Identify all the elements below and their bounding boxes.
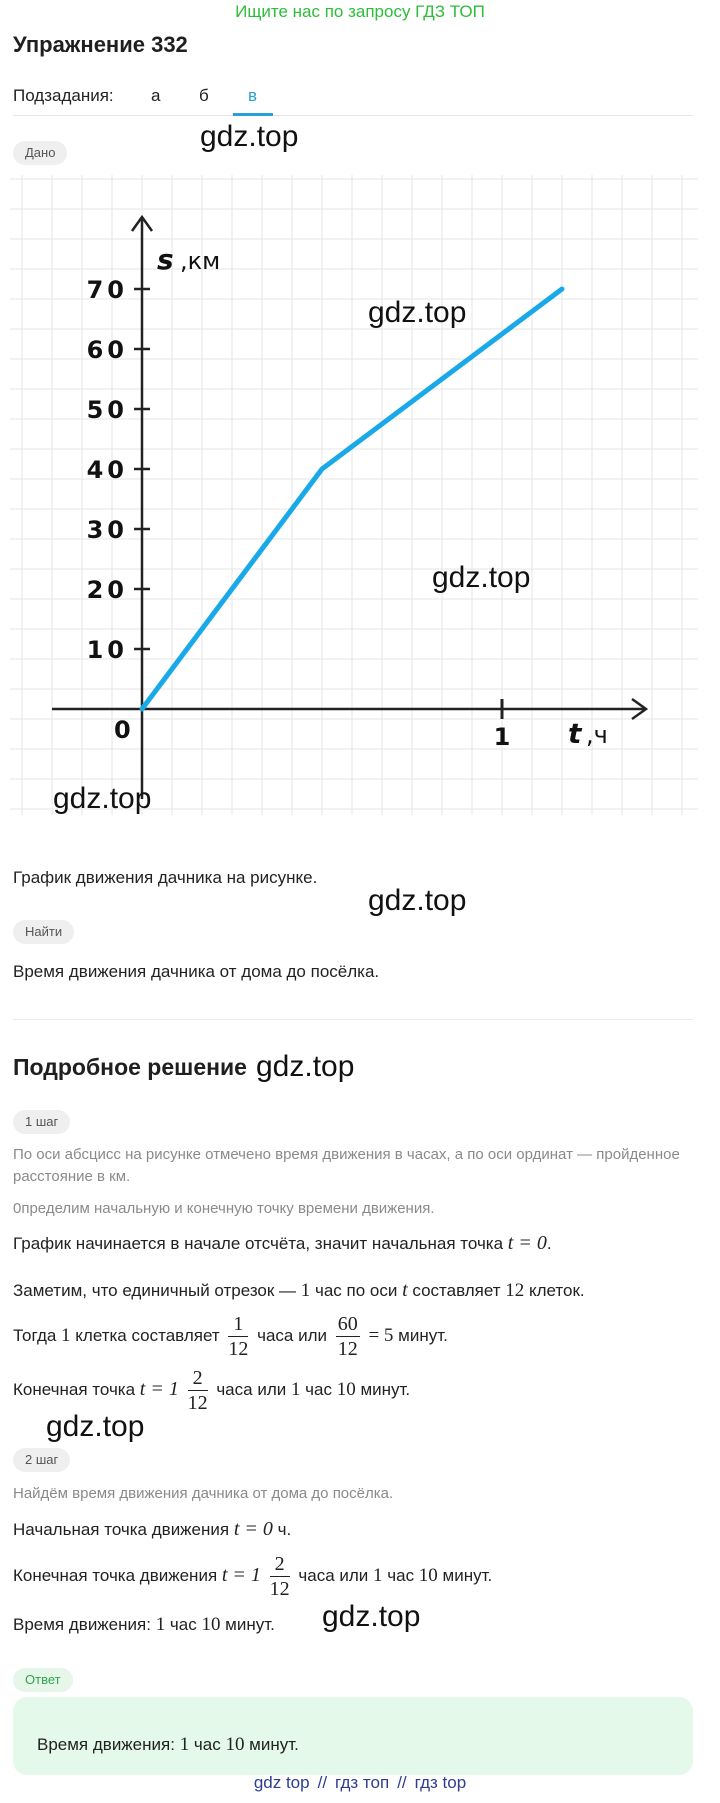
- y-axis-label: s: [157, 243, 174, 276]
- text-span: .: [546, 1234, 552, 1253]
- text-span: составляет: [407, 1281, 506, 1300]
- subtask-tab-a[interactable]: а: [151, 86, 161, 105]
- math-t-equals-0: t = 0: [507, 1232, 547, 1254]
- step1-line-start: [13, 1232, 552, 1255]
- origin-label: 0: [114, 716, 131, 744]
- text-span: Начальная точка движения: [13, 1520, 234, 1539]
- math-t: t: [402, 1279, 408, 1301]
- footer-separator: //: [397, 1773, 407, 1792]
- step1-note-axes: По оси абсцисс на рисунке отмечено время движения в часах, а по оси ординат — пройденное расстояние в км.: [13, 1146, 680, 1185]
- fraction-2-12: $\frac{2}{12}$: [269, 1553, 290, 1600]
- chart-axes: [52, 217, 646, 799]
- watermark: gdz.top: [432, 561, 531, 594]
- fraction-1-12: $\frac{1}{12}$: [228, 1313, 249, 1360]
- step2-line-start: [13, 1518, 291, 1541]
- math-number: 1: [155, 1614, 166, 1635]
- text-span: клетка составляет: [70, 1325, 220, 1345]
- text-span: График начинается в начале отсчёта, значит начальная точка: [13, 1234, 508, 1253]
- text-span: минут.: [437, 1565, 493, 1585]
- find-chip: Найти: [13, 920, 74, 944]
- footer-link[interactable]: гдз top: [414, 1773, 467, 1792]
- active-subtask-indicator: [233, 113, 273, 116]
- answer-text: [37, 1734, 299, 1756]
- math-number: 10: [418, 1564, 438, 1586]
- math-t-equals-0: t = 0: [233, 1518, 273, 1540]
- subtasks-label: Подзадания:: [13, 86, 114, 105]
- distance-time-chart: [0, 170, 720, 820]
- watermark: gdz.top: [368, 296, 467, 329]
- find-text: Время движения дачника от дома до посёлка.: [13, 962, 380, 981]
- top-banner: Ищите нас по запросу ГДЗ ТОП: [235, 2, 485, 21]
- watermark: gdz.top: [256, 1050, 355, 1083]
- text-span: клеток.: [524, 1281, 585, 1300]
- step2-chip: 2 шаг: [13, 1448, 70, 1472]
- y-tick-label: 40: [86, 456, 128, 484]
- y-tick-label: 70: [86, 276, 128, 304]
- section-divider: [13, 1019, 693, 1020]
- text-span: часа или: [257, 1325, 327, 1345]
- step2-line-end: [13, 1552, 492, 1601]
- text-span: часа или: [216, 1379, 291, 1399]
- text-span: Время движения:: [13, 1615, 156, 1634]
- watermark: gdz.top: [368, 884, 467, 917]
- math-number: 1: [61, 1324, 71, 1346]
- math-number: 1: [373, 1564, 383, 1586]
- subtasks-divider: [13, 115, 693, 116]
- step1-note-points: 0пределим начальную и конечную точку времени движения.: [13, 1200, 435, 1217]
- fraction-2-12: $\frac{2}{12}$: [187, 1367, 208, 1414]
- fraction-60-12: $\frac{60}{12}$: [337, 1313, 358, 1360]
- text-span: час: [382, 1565, 419, 1585]
- y-tick-label: 20: [86, 576, 128, 604]
- math-number: 1: [300, 1280, 311, 1301]
- math-number: 1: [179, 1734, 190, 1755]
- math-number: 10: [201, 1614, 221, 1635]
- watermark: gdz.top: [46, 1410, 145, 1443]
- text-span: минут.: [244, 1735, 299, 1754]
- solution-title: Подробное решение: [13, 1054, 247, 1080]
- text-span: Заметим, что единичный отрезок —: [13, 1281, 301, 1300]
- text-span: Конечная точка движения: [13, 1565, 222, 1585]
- math-number: 10: [336, 1378, 356, 1400]
- math-number: 12: [505, 1280, 525, 1301]
- y-tick-label: 60: [86, 336, 128, 364]
- watermark: gdz.top: [322, 1600, 421, 1633]
- text-span: часа или: [298, 1565, 374, 1585]
- x-axis-unit: ,ч: [586, 721, 608, 749]
- x-tick-label: 1: [493, 723, 511, 751]
- text-span: ч.: [272, 1520, 292, 1539]
- y-axis-unit: ,км: [180, 247, 221, 275]
- step2-line-duration: [13, 1614, 275, 1636]
- text-span: час: [165, 1615, 202, 1634]
- footer-separator: //: [317, 1773, 328, 1792]
- answer-chip: Ответ: [13, 1668, 73, 1692]
- step1-line-unit: [13, 1279, 585, 1302]
- watermark: gdz.top: [200, 120, 299, 153]
- y-tick-label: 50: [86, 396, 128, 424]
- given-chip: Дано: [13, 141, 67, 165]
- step1-line-end: [13, 1366, 410, 1415]
- math-t-equals-1: t = 1: [139, 1377, 179, 1400]
- footer-link[interactable]: gdz top: [253, 1773, 310, 1792]
- math-t-equals-1: t = 1: [221, 1563, 261, 1586]
- x-axis-label: t: [568, 717, 582, 750]
- text-span: минут.: [355, 1379, 411, 1399]
- step1-chip: 1 шаг: [13, 1110, 70, 1134]
- footer-links: [0, 1773, 720, 1793]
- y-tick-label: 30: [86, 516, 128, 544]
- chart-ticks: [87, 276, 511, 751]
- text-span: Время движения:: [37, 1735, 180, 1754]
- subtask-tab-b[interactable]: б: [199, 86, 209, 105]
- math-number: 1: [290, 1378, 301, 1400]
- text-span: час по оси: [310, 1281, 403, 1300]
- footer-link[interactable]: гдз топ: [335, 1773, 390, 1792]
- subtask-tab-v[interactable]: в: [248, 86, 258, 105]
- text-span: час: [189, 1735, 226, 1754]
- text-span: Тогда: [13, 1325, 62, 1345]
- watermark: gdz.top: [53, 782, 152, 815]
- text-span: Конечная точка: [13, 1379, 140, 1399]
- text-span: минут.: [220, 1615, 275, 1634]
- step2-note: Найдём время движения дачника от дома до посёлка.: [13, 1485, 394, 1502]
- y-tick-label: 10: [86, 636, 128, 664]
- graph-caption: График движения дачника на рисунке.: [13, 868, 318, 887]
- text-span: час: [300, 1379, 337, 1399]
- exercise-title: Упражнение 332: [13, 32, 188, 57]
- text-span: минут.: [393, 1325, 448, 1345]
- math-number: 10: [225, 1734, 245, 1755]
- math-equals-5: = 5: [368, 1324, 394, 1346]
- step1-line-cell: [13, 1312, 448, 1361]
